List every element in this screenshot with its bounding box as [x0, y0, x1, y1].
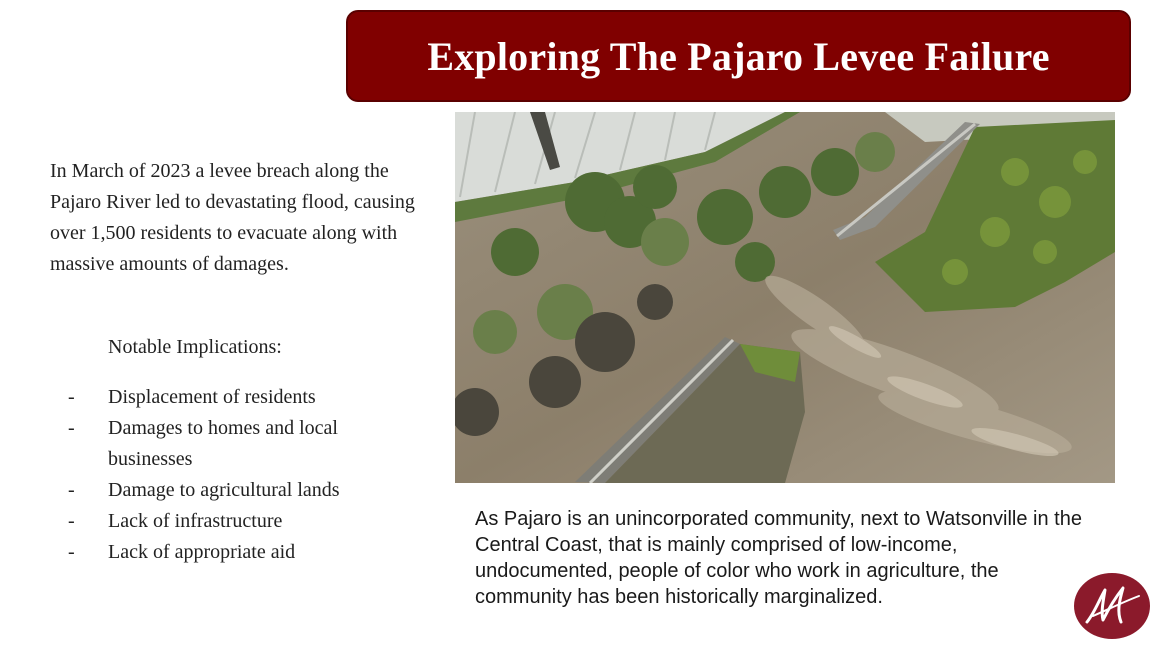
list-item-text: Displacement of residents — [108, 386, 316, 408]
list-item-text: Lack of infrastructure — [108, 510, 283, 532]
list-item-text: Lack of appropriate aid — [108, 541, 296, 563]
implications-heading: Notable Implications: — [108, 336, 282, 358]
community-context-paragraph: As Pajaro is an unincorporated community, next to Watsonville in the Central Coast, that is mainly comprised of low-income, undocumented, people of color who work in agriculture, the community has been historically marginalized. — [475, 508, 1082, 608]
implications-list — [68, 382, 418, 568]
levee-breach-photo — [455, 112, 1115, 483]
list-item-text: Damages to homes and local businesses — [108, 417, 338, 470]
intro-paragraph: In March of 2023 a levee breach along the Pajaro River led to devastating flood, causing over 1,500 residents to evacuate along with massive amounts of damages. — [50, 160, 415, 275]
slide-title: Exploring The Pajaro Levee Failure — [427, 33, 1050, 79]
title-banner — [346, 10, 1131, 102]
list-item — [68, 382, 418, 413]
list-item — [68, 506, 418, 537]
bullet-marker: - — [68, 386, 75, 408]
bullet-marker: - — [68, 417, 75, 439]
m-logo-icon — [1073, 572, 1151, 640]
list-item-text: Damage to agricultural lands — [108, 479, 340, 501]
list-item — [68, 413, 418, 475]
bullet-marker: - — [68, 510, 75, 532]
bullet-marker: - — [68, 479, 75, 501]
list-item — [68, 537, 418, 568]
list-item — [68, 475, 418, 506]
bullet-marker: - — [68, 541, 75, 563]
